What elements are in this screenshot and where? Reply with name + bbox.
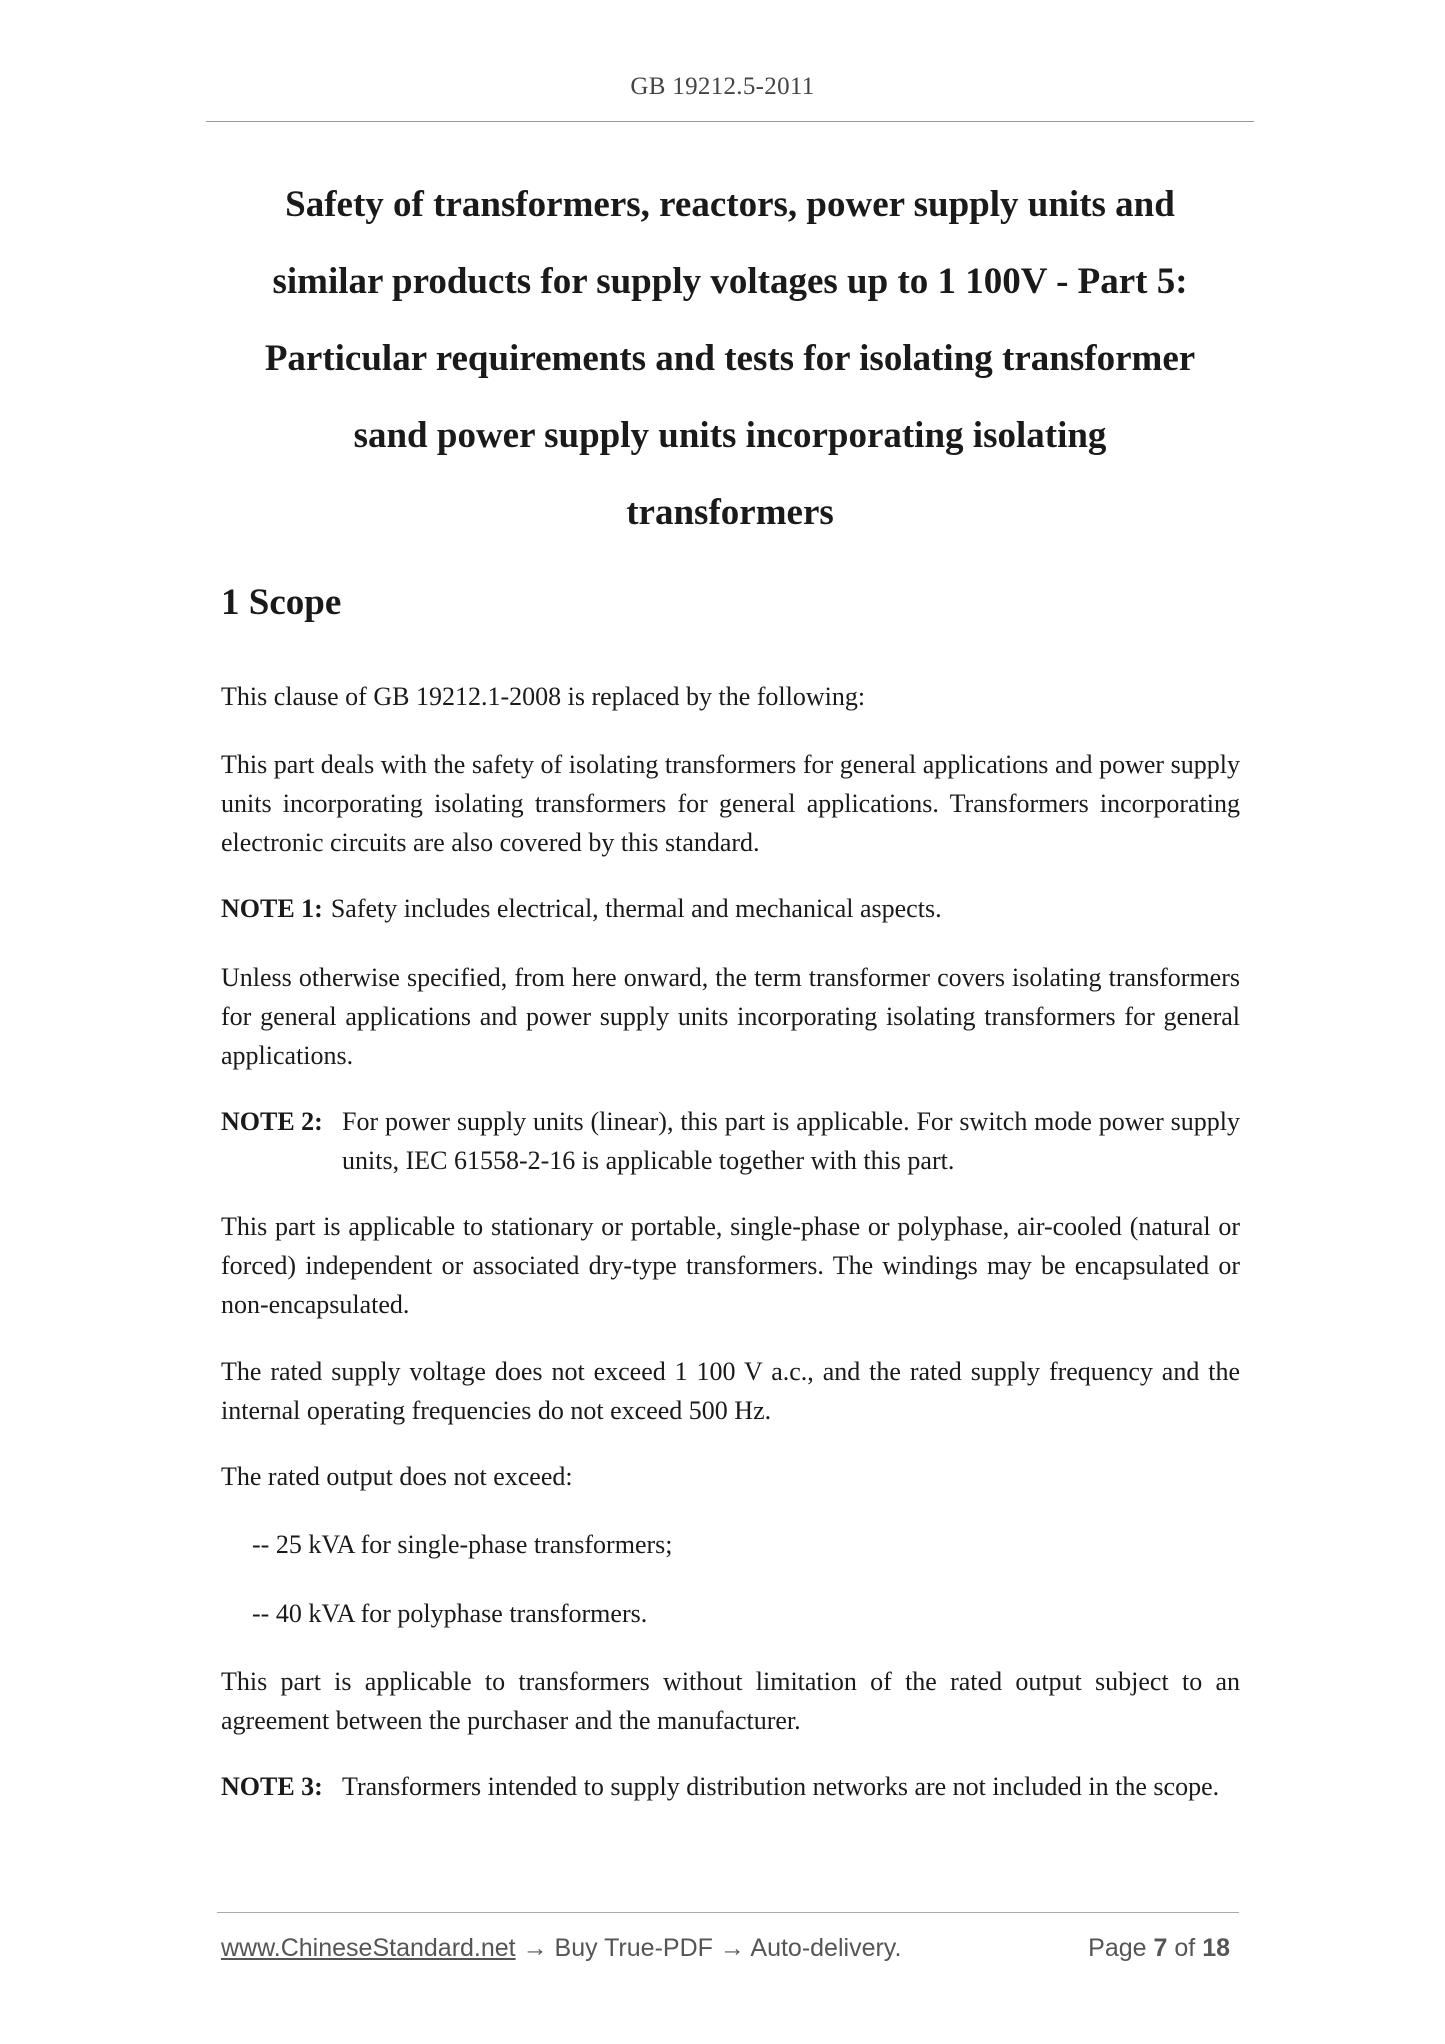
note-1: [221, 889, 1240, 928]
page-total: 18: [1202, 1934, 1230, 1962]
document-standard-number: GB 19212.5-2011: [630, 73, 815, 100]
list-item-single-phase: -- 25 kVA for single-phase transformers;: [252, 1530, 673, 1559]
title-line-4: sand power supply units incorporating isolating: [353, 415, 1107, 456]
intro-paragraph: [221, 677, 1240, 716]
list-item: [252, 1594, 1271, 1633]
website-link[interactable]: www.ChineseStandard.net: [221, 1934, 516, 1962]
footer-promo-text: → Buy True-PDF → Auto-delivery.: [515, 1934, 902, 1962]
note-1-label: NOTE 1:: [221, 894, 323, 923]
title-line-2: similar products for supply voltages up to 1 100V - Part 5:: [272, 261, 1188, 302]
applicability-paragraph: [221, 1207, 1240, 1324]
header-divider: [206, 121, 1254, 122]
note-2: [221, 1102, 1240, 1180]
list-item: [252, 1525, 1271, 1564]
page-current: 7: [1153, 1934, 1168, 1962]
rated-output-text: The rated output does not exceed:: [221, 1462, 573, 1491]
footer-promo: [221, 1934, 901, 1963]
definition-paragraph: [221, 958, 1240, 1075]
note-2-label: NOTE 2:: [221, 1107, 323, 1136]
page-footer: [221, 1934, 1236, 1968]
note-1-text: Safety includes electrical, thermal and mechanical aspects.: [330, 894, 942, 923]
intro-text: This clause of GB 19212.1-2008 is replaced by the following:: [221, 682, 866, 711]
rated-supply-paragraph: [221, 1352, 1240, 1430]
document-title: [206, 166, 1254, 551]
title-line-1: Safety of transformers, reactors, power supply units and: [285, 184, 1175, 225]
title-line-3: Particular requirements and tests for isolating transformer: [264, 338, 1196, 379]
note-3-label: NOTE 3:: [221, 1772, 323, 1801]
title-line-5: transformers: [626, 492, 834, 533]
applicability-text: This part is applicable to stationary or portable, single-phase or polyphase, air-cooled (natural or forced) independent or associated dry-type transformers. The windings may be encapsulated or non-encapsulated.: [221, 1212, 1240, 1319]
note-3: [221, 1767, 1240, 1806]
note-3-text: Transformers intended to supply distribution networks are not included in the scope.: [342, 1772, 1220, 1801]
footer-divider: [217, 1912, 1239, 1913]
scope-text: This part deals with the safety of isolating transformers for general applications and power supply units incorporating isolating transformers for general applications. Transformers incorporating electronic circuits are also covered by this standard.: [221, 750, 1240, 857]
rated-supply-text: The rated supply voltage does not exceed 1 100 V a.c., and the rated supply frequency and the internal operating frequencies do not exceed 500 Hz.: [221, 1357, 1240, 1425]
limitation-paragraph: [221, 1662, 1240, 1740]
section-heading: 1 Scope: [221, 582, 342, 623]
list-item-polyphase: -- 40 kVA for polyphase transformers.: [252, 1599, 648, 1628]
page-indicator: [1088, 1934, 1230, 1963]
limitation-text: This part is applicable to transformers without limitation of the rated output subject to an agreement between the purchaser and the manufacturer.: [221, 1667, 1240, 1735]
note-2-text: For power supply units (linear), this part is applicable. For switch mode power supply units, IEC 61558-2-16 is applicable together with this part.: [342, 1107, 1240, 1175]
definition-text: Unless otherwise specified, from here onward, the term transformer covers isolating transformers for general applications and power supply units incorporating isolating transformers for general applications.: [221, 963, 1240, 1070]
of-word: of: [1174, 1934, 1196, 1962]
scope-paragraph: [221, 745, 1240, 862]
rated-output-paragraph: [221, 1457, 1240, 1496]
page-word: Page: [1088, 1934, 1147, 1962]
